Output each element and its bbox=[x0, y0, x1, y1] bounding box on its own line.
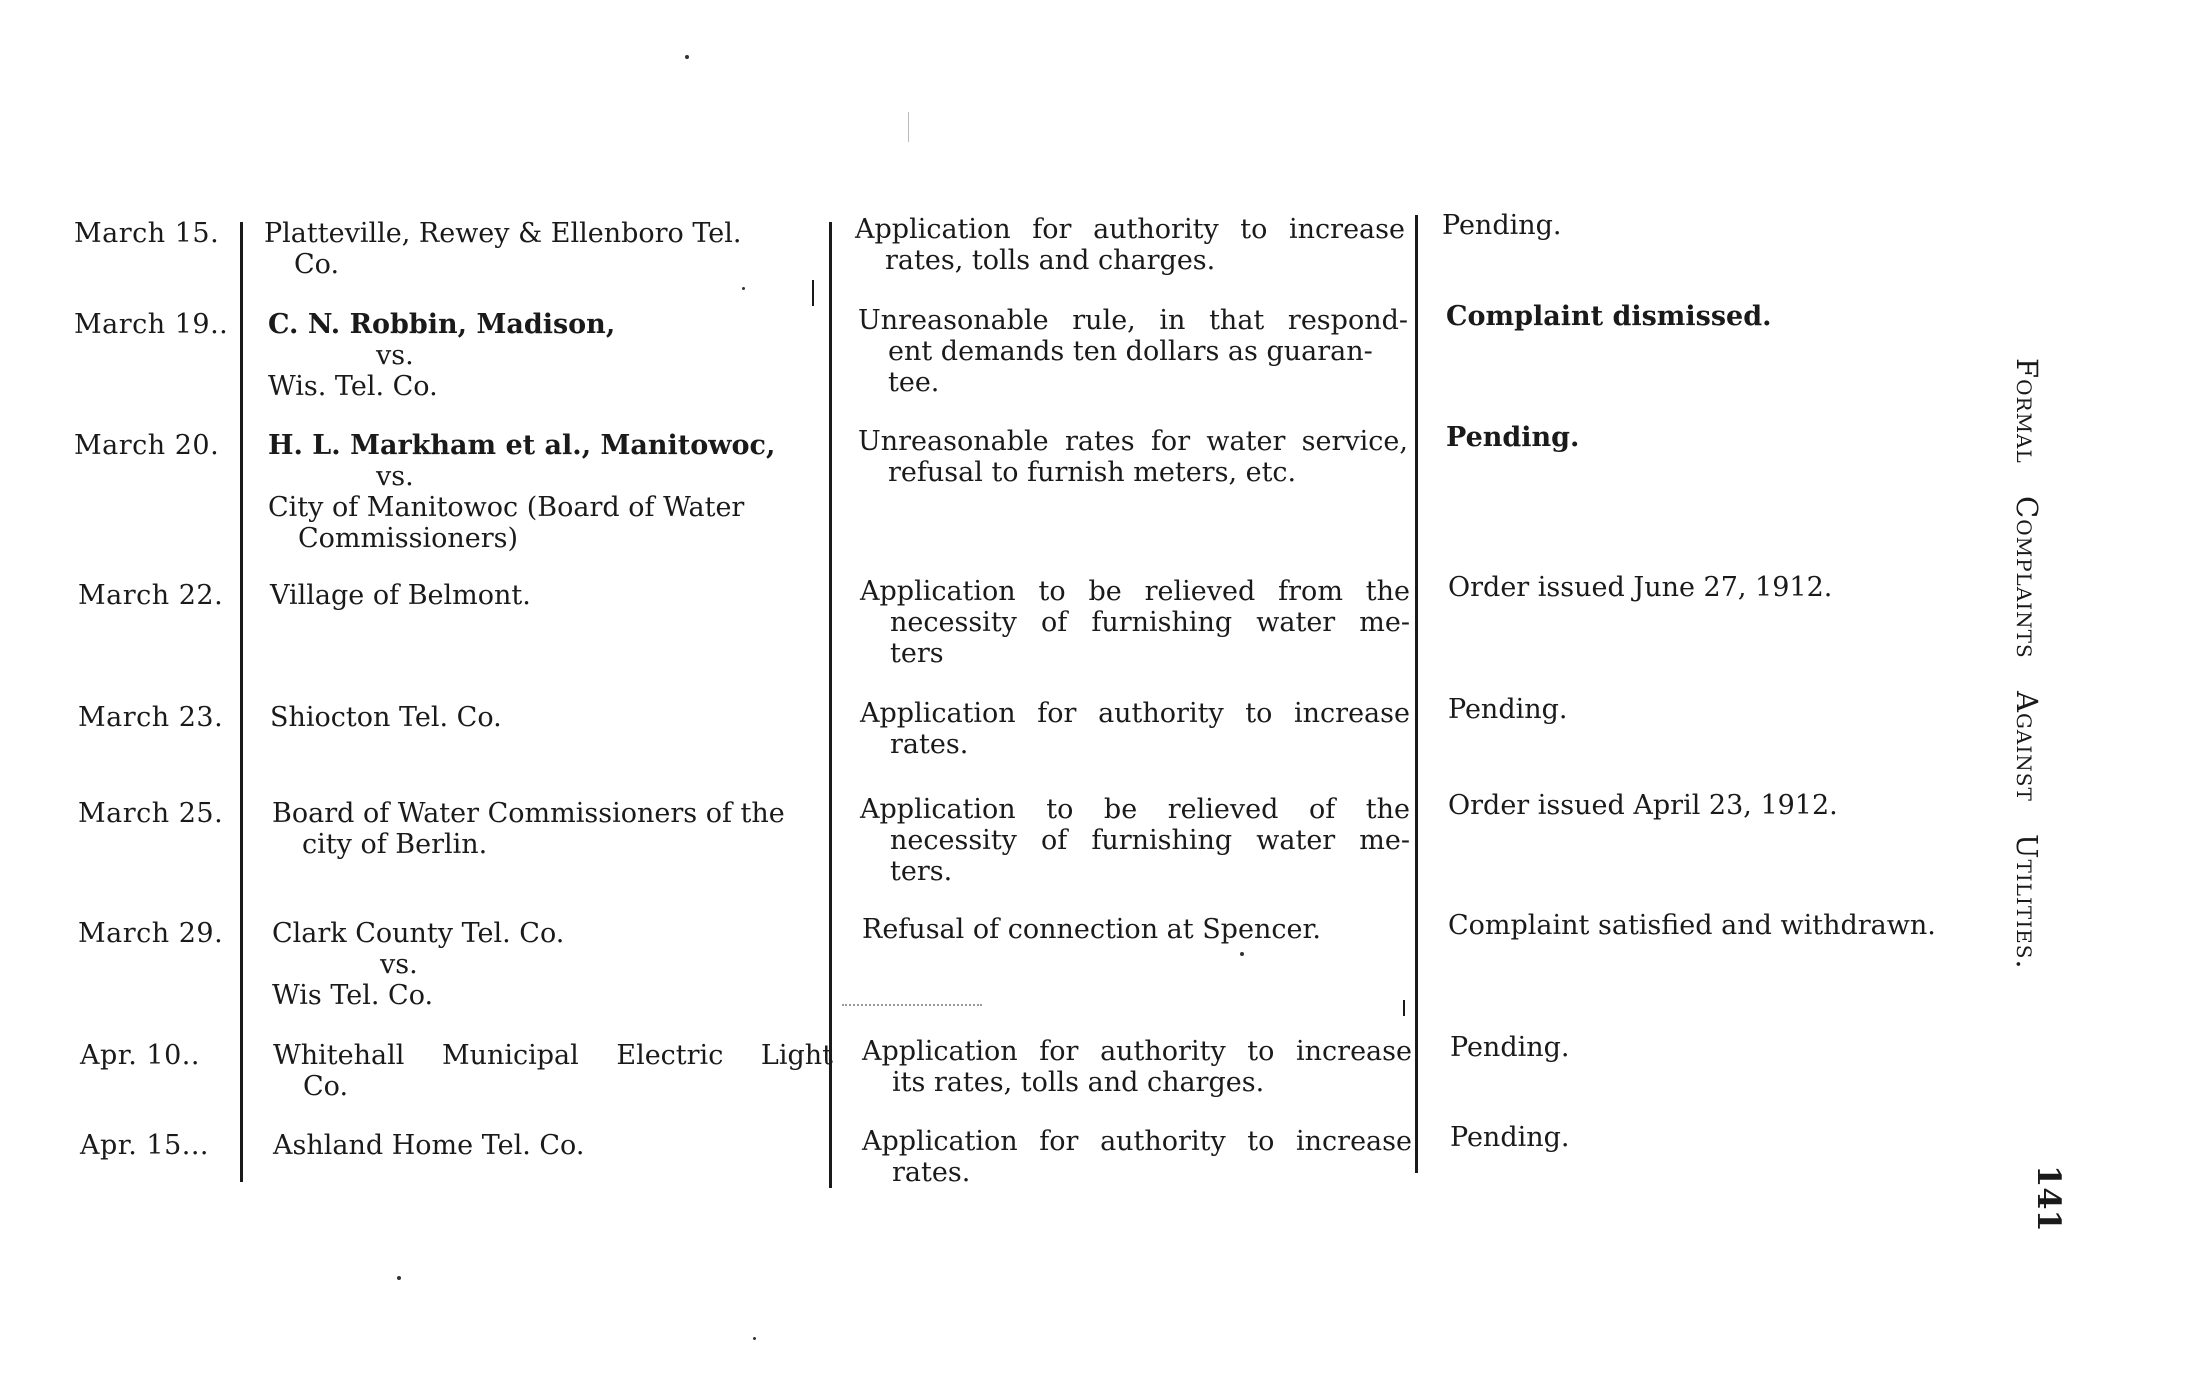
parties-line: vs. bbox=[380, 949, 418, 980]
row-disposition: Pending. bbox=[1442, 210, 1562, 241]
running-head-word: Against bbox=[2010, 690, 2044, 802]
row-disposition: Pending. bbox=[1450, 1122, 1570, 1153]
nature-line: necessity of furnishing water me- bbox=[890, 825, 1410, 856]
nature-line: Refusal of connection at Spencer. bbox=[862, 914, 1321, 945]
scan-mark bbox=[908, 112, 909, 142]
parties-line: Co. bbox=[303, 1071, 349, 1102]
row-parties bbox=[268, 430, 828, 554]
row-date: Apr. 15... bbox=[80, 1130, 209, 1161]
scan-speck bbox=[1240, 952, 1244, 956]
row-disposition: Pending. bbox=[1448, 694, 1568, 725]
page-number: 141 bbox=[2030, 1165, 2068, 1232]
row-nature bbox=[862, 1126, 1412, 1188]
nature-line: rates. bbox=[890, 729, 969, 760]
scan-mark bbox=[842, 1004, 982, 1006]
scan-mark bbox=[812, 280, 814, 306]
nature-line: necessity of furnishing water me- bbox=[890, 607, 1410, 638]
parties-line: city of Berlin. bbox=[302, 829, 488, 860]
row-parties bbox=[270, 702, 830, 733]
parties-line: Whitehall Municipal Electric Light bbox=[273, 1040, 833, 1071]
column-rule-1 bbox=[240, 222, 243, 1182]
row-disposition: Pending. bbox=[1450, 1032, 1570, 1063]
row-disposition: Pending. bbox=[1446, 422, 1580, 453]
parties-line: Ashland Home Tel. Co. bbox=[273, 1130, 585, 1161]
row-date: March 20. bbox=[74, 430, 220, 461]
column-rule-3 bbox=[1415, 215, 1418, 1173]
parties-line: Wis Tel. Co. bbox=[272, 980, 434, 1011]
running-head bbox=[2010, 358, 2044, 970]
row-parties bbox=[272, 918, 832, 1011]
nature-line: ters. bbox=[890, 856, 953, 887]
nature-line: Application for authority to increase bbox=[862, 1126, 1412, 1157]
nature-line: refusal to furnish meters, etc. bbox=[888, 457, 1297, 488]
row-date: March 22. bbox=[78, 580, 224, 611]
nature-line: rates. bbox=[892, 1157, 971, 1188]
running-head-word: Formal bbox=[2010, 358, 2044, 464]
parties-line: C. N. Robbin, Madison, bbox=[268, 309, 616, 340]
row-date: March 23. bbox=[78, 702, 224, 733]
parties-line: Board of Water Commissioners of the bbox=[272, 798, 785, 829]
row-nature bbox=[860, 794, 1410, 887]
nature-line: Unreasonable rule, in that respond- bbox=[858, 305, 1408, 336]
row-date: March 15. bbox=[74, 218, 220, 249]
nature-line: ters bbox=[890, 638, 944, 669]
scan-mark bbox=[1403, 1000, 1405, 1016]
nature-line: rates, tolls and charges. bbox=[885, 245, 1216, 276]
nature-line: Unreasonable rates for water service, bbox=[858, 426, 1408, 457]
scan-speck bbox=[685, 55, 689, 59]
row-disposition: Complaint satisfied and withdrawn. bbox=[1448, 910, 1936, 941]
row-parties bbox=[270, 580, 830, 611]
row-parties bbox=[264, 218, 824, 280]
row-parties bbox=[273, 1130, 833, 1161]
nature-line: Application to be relieved of the bbox=[860, 794, 1410, 825]
parties-line: Shiocton Tel. Co. bbox=[270, 702, 502, 733]
running-head-word: Complaints bbox=[2010, 496, 2044, 659]
row-nature bbox=[862, 914, 1412, 945]
parties-line: City of Manitowoc (Board of Water bbox=[268, 492, 745, 523]
nature-line: ent demands ten dollars as guaran- bbox=[888, 336, 1373, 367]
row-parties bbox=[268, 309, 828, 402]
parties-line: Clark County Tel. Co. bbox=[272, 918, 565, 949]
parties-line: Commissioners) bbox=[298, 523, 519, 554]
row-date: March 19.. bbox=[74, 309, 229, 340]
nature-line: tee. bbox=[888, 367, 940, 398]
parties-line: Village of Belmont. bbox=[270, 580, 531, 611]
row-date: Apr. 10.. bbox=[80, 1040, 200, 1071]
scan-speck bbox=[397, 1276, 401, 1280]
running-head-word: Utilities. bbox=[2010, 833, 2044, 970]
row-nature bbox=[858, 305, 1408, 398]
scan-speck bbox=[753, 1337, 756, 1340]
row-disposition: Order issued June 27, 1912. bbox=[1448, 572, 1833, 603]
parties-line: Platteville, Rewey & Ellenboro Tel. bbox=[264, 218, 742, 249]
row-nature bbox=[862, 1036, 1412, 1098]
nature-line: Application for authority to increase bbox=[862, 1036, 1412, 1067]
nature-line: its rates, tolls and charges. bbox=[892, 1067, 1265, 1098]
row-disposition: Complaint dismissed. bbox=[1446, 301, 1772, 332]
row-nature bbox=[858, 426, 1408, 488]
row-date: March 29. bbox=[78, 918, 224, 949]
parties-line: Co. bbox=[294, 249, 340, 280]
row-nature bbox=[860, 698, 1410, 760]
row-parties bbox=[272, 798, 832, 860]
nature-line: Application for authority to increase bbox=[860, 698, 1410, 729]
parties-line: Wis. Tel. Co. bbox=[268, 371, 438, 402]
scan-speck bbox=[742, 287, 745, 290]
row-nature bbox=[860, 576, 1410, 669]
parties-line: vs. bbox=[376, 461, 414, 492]
row-disposition: Order issued April 23, 1912. bbox=[1448, 790, 1838, 821]
row-date: March 25. bbox=[78, 798, 224, 829]
parties-line: vs. bbox=[376, 340, 414, 371]
row-nature bbox=[855, 214, 1405, 276]
parties-line: H. L. Markham et al., Manitowoc, bbox=[268, 430, 776, 461]
nature-line: Application to be relieved from the bbox=[860, 576, 1410, 607]
nature-line: Application for authority to increase bbox=[855, 214, 1405, 245]
row-parties bbox=[273, 1040, 833, 1102]
